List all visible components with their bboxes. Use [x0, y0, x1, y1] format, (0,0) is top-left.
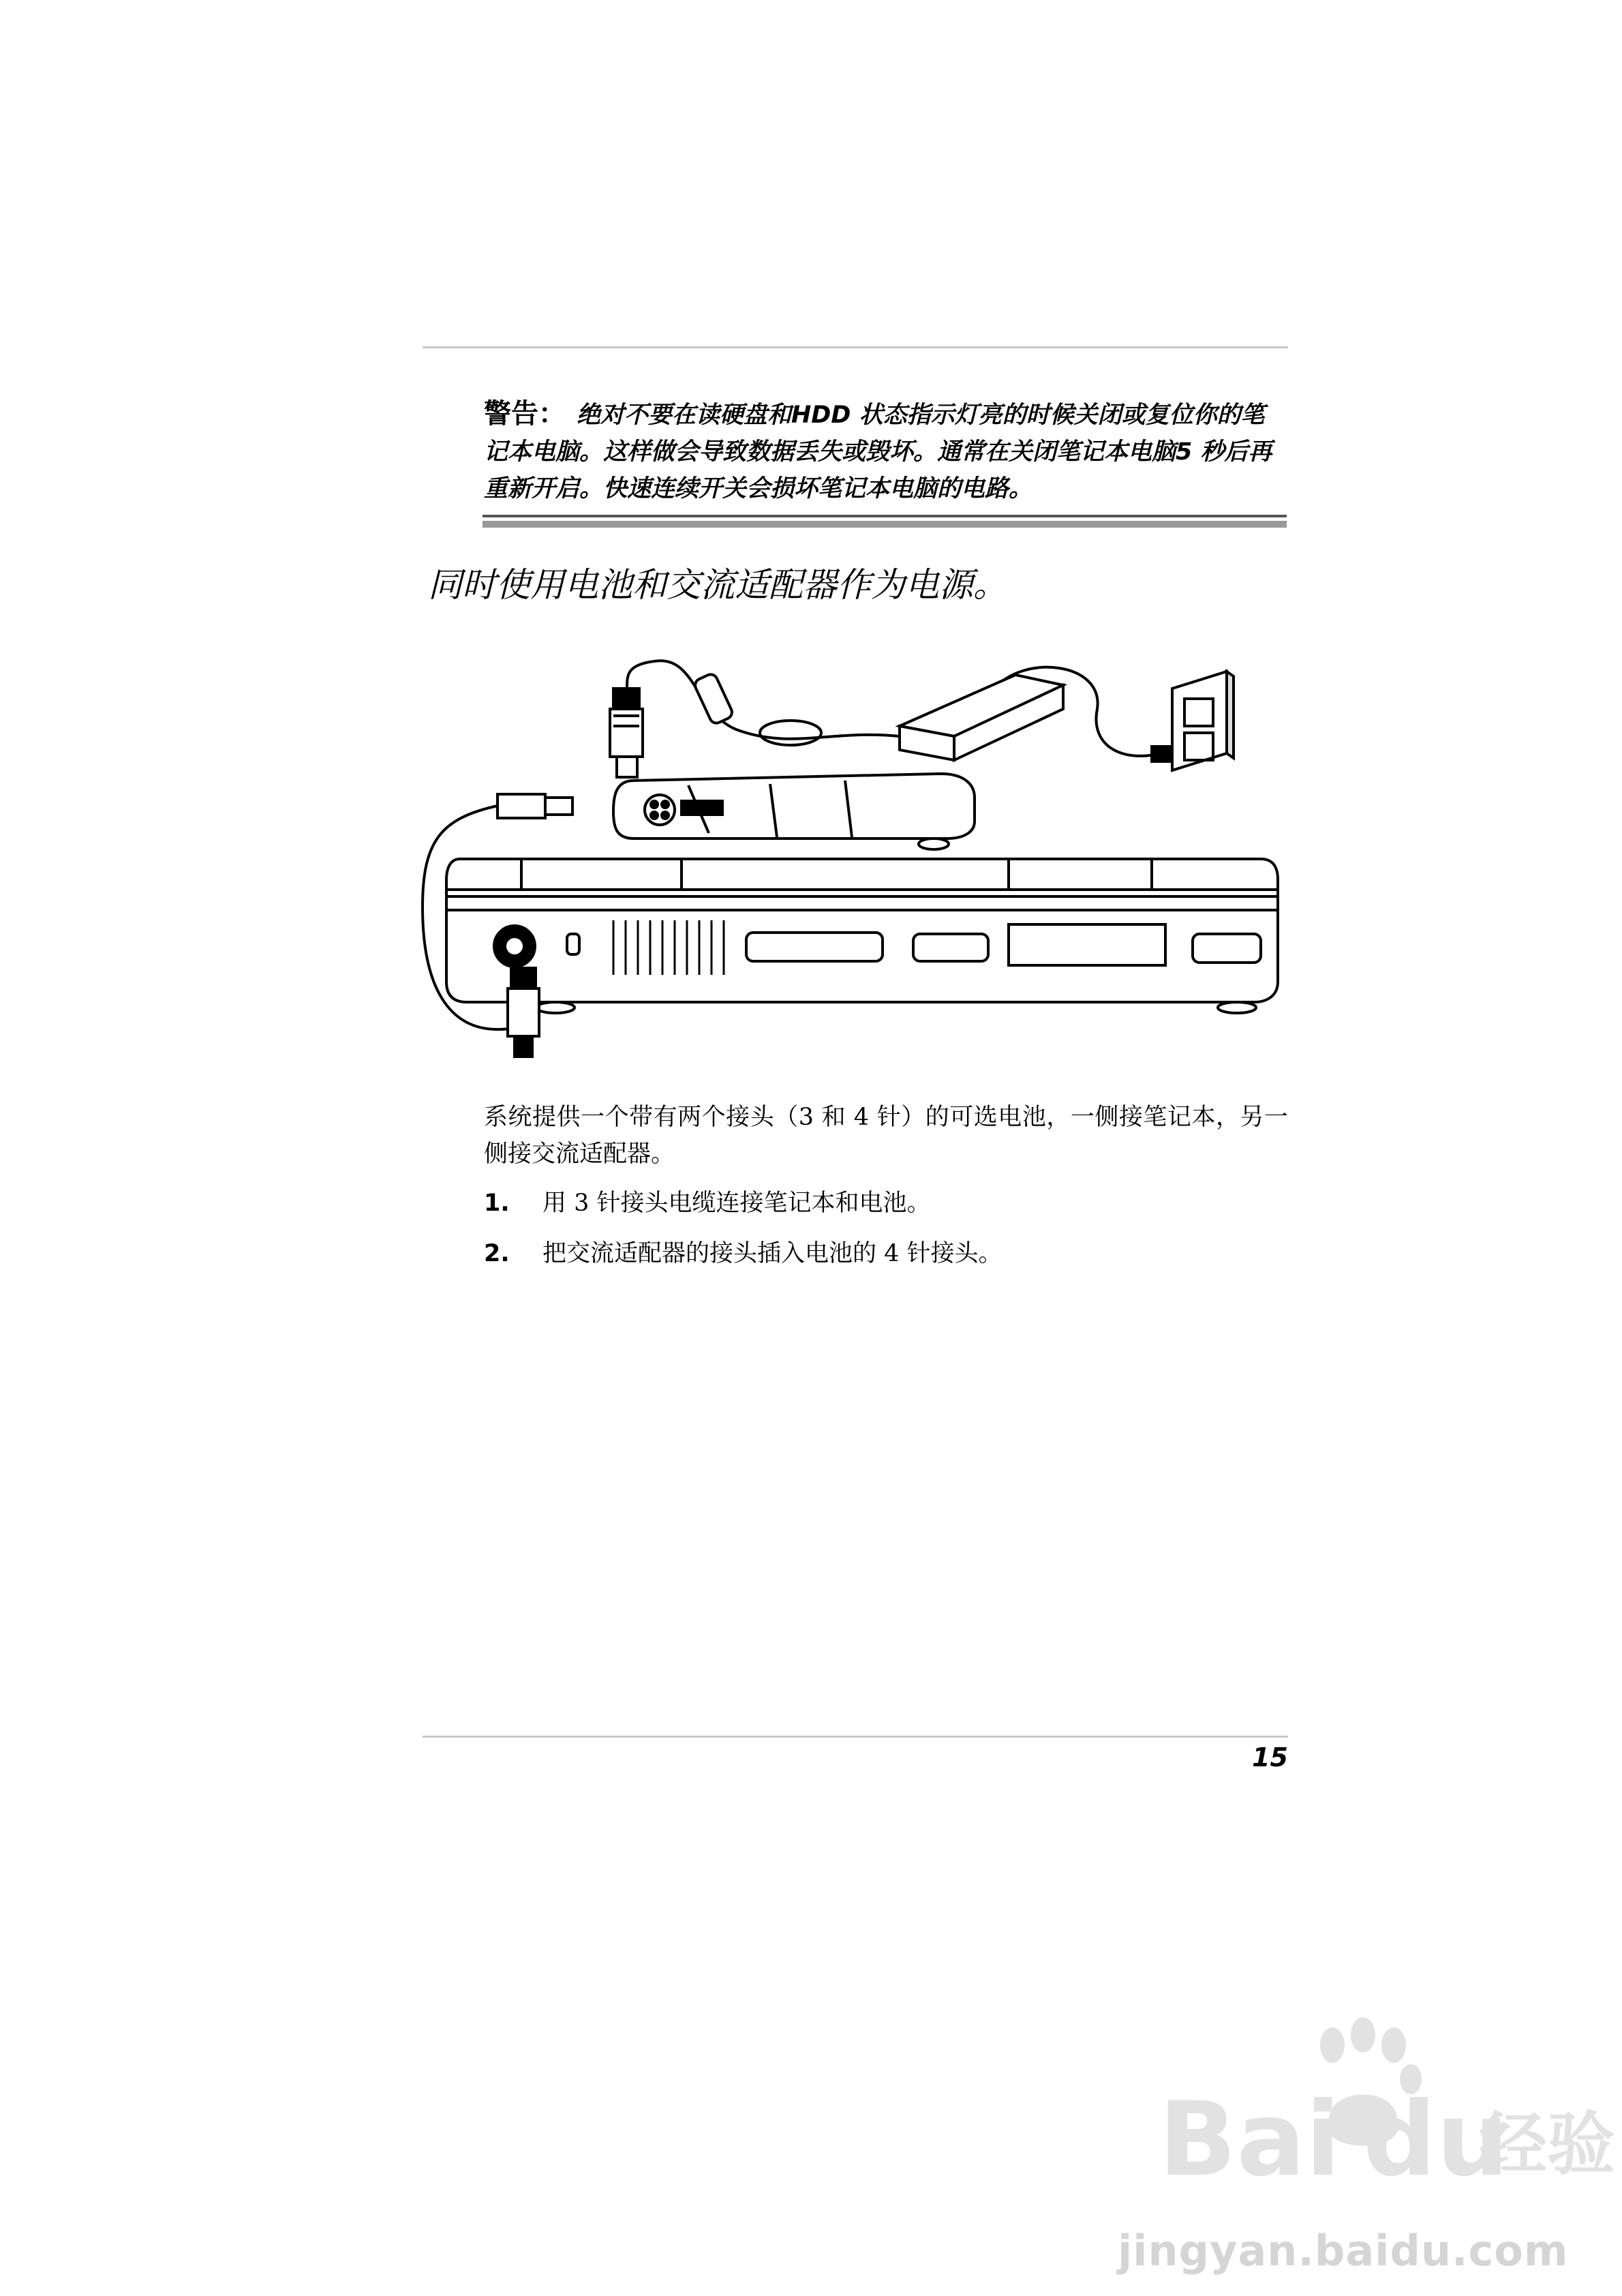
baidu-watermark-logo — [1159, 2018, 1615, 2199]
ac-adapter-icon — [900, 675, 1063, 760]
page-number: 15 — [1252, 1742, 1288, 1772]
step-1-number: 1. — [484, 1190, 510, 1217]
svg-text:经验: 经验 — [1479, 2104, 1615, 2184]
wall-outlet-icon — [1172, 671, 1234, 770]
warning-rule-thin — [483, 515, 1287, 517]
body-paragraph: 系统提供一个带有两个接头（3 和 4 针）的可选电池，一侧接笔记本，另一侧接交流适配器。 — [484, 1104, 1288, 1168]
laptop-rear-panel-icon — [446, 859, 1278, 1013]
warning-rule-thick — [483, 521, 1287, 528]
step-2-number: 2. — [484, 1240, 510, 1267]
svg-text:Bai: Bai — [1159, 2081, 1341, 2199]
step-2 — [484, 1237, 1288, 1271]
four-pin-plug-icon — [610, 689, 643, 777]
step-1-text: 用 3 针接头电缆连接笔记本和电池。 — [542, 1190, 931, 1217]
warning-text: 绝对不要在读硬盘和HDD 状态指示灯亮的时候关闭或复位你的笔记本电脑。这样做会导致数据丢失或毁坏。通常在关闭笔记本电脑5 秒后再重新开启。快速连续开关会损坏笔记本电脑的电路。 — [484, 402, 1272, 502]
step-1 — [484, 1186, 1288, 1220]
top-rule — [423, 346, 1288, 348]
svg-text:du: du — [1363, 2081, 1510, 2199]
section-title: 同时使用电池和交流适配器作为电源。 — [428, 565, 1007, 605]
bottom-rule — [423, 1736, 1288, 1738]
three-pin-plug-icon — [508, 968, 539, 1057]
laptop-battery-adapter-diagram — [409, 634, 1295, 1084]
step-2-text: 把交流适配器的接头插入电池的 4 针接头。 — [542, 1240, 1003, 1267]
watermark-url: jingyan.baidu.com — [1118, 2226, 1569, 2276]
warning-note — [484, 395, 1288, 507]
battery-unit-icon — [613, 774, 975, 849]
warning-label: 警告： — [484, 398, 566, 429]
